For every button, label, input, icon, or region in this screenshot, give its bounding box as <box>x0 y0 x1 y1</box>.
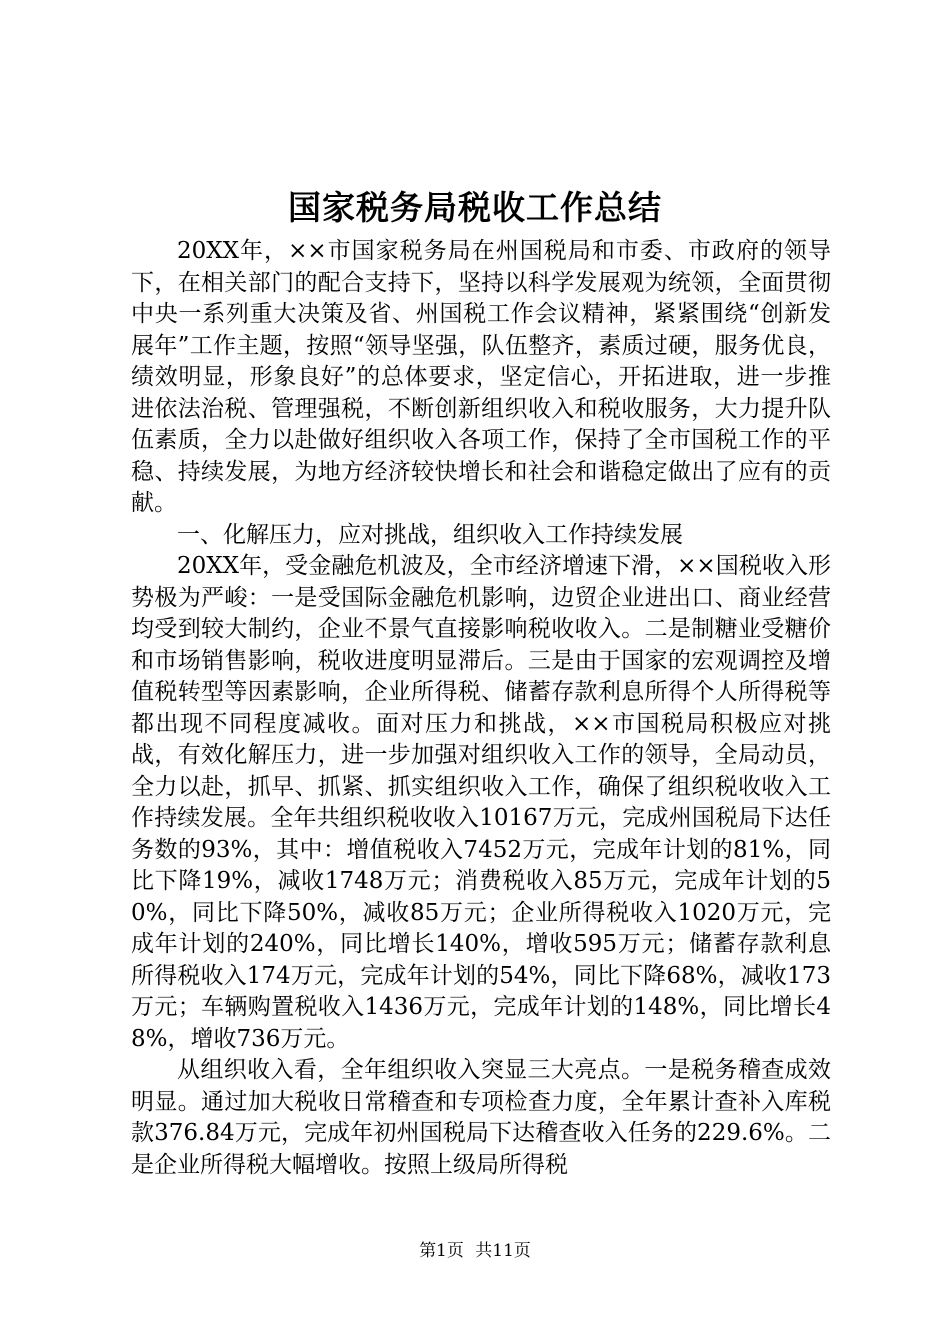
document-title: 国家税务局税收工作总结 <box>288 188 662 227</box>
document-body <box>131 236 831 1181</box>
page-footer <box>0 1239 950 1263</box>
total-pages: 共11页 <box>475 1241 531 1261</box>
paragraph-intro: 20XX年，××市国家税务局在州国税局和市委、市政府的领导下，在相关部门的配合支持下，坚持以科学发展观为统领，全面贯彻中央一系列重大决策及省、州国税工作会议精神，紧紧围绕“创新发展年”工作主题，按照“领导坚强，队伍整齐，素质过硬，服务优良，绩效明显，形象良好”的总体要求，坚定信心，开拓进取，进一步推进依法治税、管理强税，不断创新组织收入和税收服务，大力提升队伍素质，全力以赴做好组织收入各项工作，保持了全市国税工作的平稳、持续发展，为地方经济较快增长和社会和谐稳定做出了应有的贡献。 <box>131 238 831 516</box>
section-heading-1: 一、化解压力，应对挑战，组织收入工作持续发展 <box>177 521 683 548</box>
page-number: 第1页 <box>419 1241 464 1261</box>
paragraph-highlights: 从组织收入看，全年组织收入突显三大亮点。一是税务稽查成效明显。通过加大税收日常稽查和专项检查力度，全年累计查补入库税款376.84万元，完成年初州国税局下达稽查收入任务的229.6%。二是企业所得税大幅增收。按照上级局所得税 <box>131 1057 831 1178</box>
paragraph-revenue: 20XX年，受金融危机波及，全市经济增速下滑，××国税收入形势极为严峻：一是受国际金融危机影响，边贸企业进出口、商业经营均受到较大制约，企业不景气直接影响税收收入。二是制糖业受糖价和市场销售影响，税收进度明显滞后。三是由于国家的宏观调控及增值税转型等因素影响，企业所得税、储蓄存款利息所得个人所得税等都出现不同程度减收。面对压力和挑战，××市国税局积极应对挑战，有效化解压力，进一步加强对组织收入工作的领导，全局动员，全力以赴，抓早、抓紧、抓实组织收入工作，确保了组织税收收入工作持续发展。全年共组织税收收入10167万元，完成州国税局下达任务数的93%，其中：增值税收入7452万元，完成年计划的81%，同比下降19%，减收1748万元；消费税收入85万元，完成年计划的50%，同比下降50%，减收85万元；企业所得税收入1020万元，完成年计划的240%，同比增长140%，增收595万元；储蓄存款利息所得税收入174万元，完成年计划的54%，同比下降68%，减收173万元；车辆购置税收入1436万元，完成年计划的148%，同比增长48%，增收736万元。 <box>131 553 831 1052</box>
